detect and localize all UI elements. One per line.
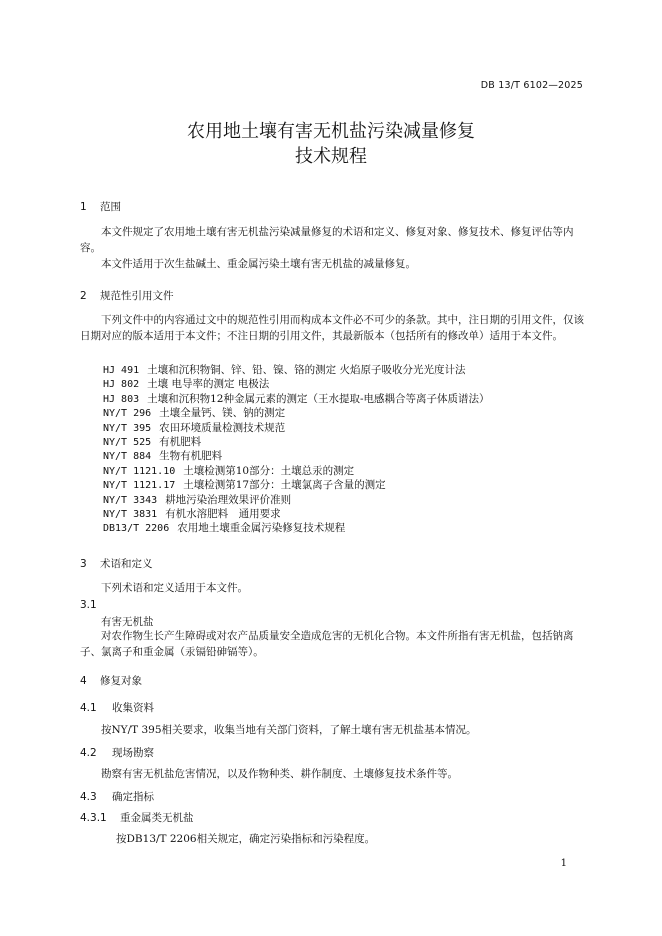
section-title: 范围 — [100, 201, 121, 213]
term-definition: 对农作物生长产生障碍或对农产品质量安全造成危害的无机化合物。本文件所指有害无机盐，包括钠离子、氯离子和重金属（汞镉铅砷镉等）。 — [80, 630, 574, 658]
reference-title: 土壤检测第17部分：土壤氯离子含量的测定 — [183, 479, 386, 492]
reference-title: 土壤和沉积物12种金属元素的测定（王水提取-电感耦合等离子体质谱法） — [147, 392, 490, 405]
paragraph: 按NY/T 395相关要求，收集当地有关部门资料，了解土壤有害无机盐基本情况。 — [101, 724, 477, 736]
subsection-title: 现场勘察 — [112, 747, 154, 759]
subsection-title: 重金属类无机盐 — [120, 812, 194, 824]
reference-item — [103, 376, 269, 391]
paragraph: 下列术语和定义适用于本文件。 — [101, 582, 248, 594]
reference-code: HJ 491 — [103, 365, 140, 376]
section-title: 规范性引用文件 — [100, 290, 174, 302]
subsection-heading-4-3 — [80, 789, 154, 804]
reference-title: 土壤全量钙、镁、钠的测定 — [159, 407, 286, 420]
reference-title: 有机肥料 — [159, 436, 202, 448]
section-heading-2 — [80, 288, 174, 303]
reference-title: 土壤和沉积物铜、锌、铅、镍、铬的测定 火焰原子吸收分光光度计法 — [147, 364, 466, 376]
reference-item — [103, 506, 281, 521]
reference-code: NY/T 3343 — [103, 494, 158, 506]
reference-item — [103, 420, 285, 435]
reference-item — [103, 434, 201, 449]
reference-code: NY/T 296 — [103, 408, 152, 420]
reference-title: 有机水溶肥料 通用要求 — [165, 508, 281, 520]
subsection-number: 4.3.1 — [80, 812, 107, 824]
paragraph: 按DB13/T 2206相关规定，确定污染指标和污染程度。 — [116, 833, 376, 845]
reference-title: 生物有机肥料 — [159, 450, 223, 463]
section-heading-1 — [80, 199, 121, 214]
reference-code: HJ 802 — [103, 379, 140, 391]
reference-item — [103, 463, 354, 478]
subsection-number: 4.1 — [80, 702, 97, 714]
section-title: 术语和定义 — [100, 558, 153, 570]
term-title: 有害无机盐 — [101, 616, 154, 628]
section-heading-3 — [80, 556, 153, 571]
document-title-line2: 技术规程 — [295, 146, 367, 167]
reference-item — [103, 448, 222, 463]
reference-code: HJ 803 — [103, 393, 140, 405]
reference-item — [103, 520, 345, 535]
reference-code: NY/T 3831 — [103, 509, 158, 520]
section-number: 4 — [80, 675, 87, 687]
paragraph: 勘察有害无机盐危害情况，以及作物种类、耕作制度、土壤修复技术条件等。 — [101, 768, 458, 780]
reference-code: NY/T 1121.17 — [103, 480, 176, 492]
document-title-line1: 农用地土壤有害无机盐污染减量修复 — [187, 121, 475, 142]
reference-title: 土壤检测第10部分：土壤总汞的测定 — [183, 464, 355, 477]
paragraph: 本文件适用于次生盐碱土、重金属污染土壤有害无机盐的减量修复。 — [101, 258, 416, 270]
subsection-title: 确定指标 — [112, 791, 154, 803]
reference-code: NY/T 1121.10 — [103, 465, 176, 477]
reference-item — [103, 477, 386, 492]
reference-code: NY/T 525 — [103, 437, 152, 448]
paragraph: 本文件规定了农用地土壤有害无机盐污染减量修复的术语和定义、修复对象、修复技术、修复评估等内容。 — [80, 226, 574, 254]
reference-code: DB13/T 2206 — [103, 523, 170, 535]
paragraph: 下列文件中的内容通过文中的规范性引用而构成本文件必不可少的条款。其中，注日期的引用文件，仅该日期对应的版本适用于本文件；不注日期的引用文件，其最新版本（包括所有的修改单）适用于本文件。 — [80, 314, 584, 342]
term-number: 3.1 — [80, 599, 97, 611]
reference-title: 耕地污染治理效果评价准则 — [165, 493, 292, 506]
subsection-heading-4-2 — [80, 745, 154, 760]
reference-item — [103, 362, 465, 377]
page-number: 1 — [560, 858, 567, 869]
subsection-number: 4.2 — [80, 747, 97, 759]
reference-title: 土壤 电导率的测定 电极法 — [147, 378, 270, 391]
reference-item — [103, 492, 291, 507]
reference-title: 农田环境质量检测技术规范 — [159, 421, 286, 434]
section-number: 2 — [80, 290, 87, 302]
section-number: 1 — [80, 201, 87, 213]
reference-code: NY/T 395 — [103, 422, 152, 434]
reference-item — [103, 391, 490, 406]
subsection-title: 收集资料 — [112, 702, 154, 714]
reference-code: NY/T 884 — [103, 451, 152, 463]
reference-item — [103, 405, 285, 420]
reference-title: 农用地土壤重金属污染修复技术规程 — [177, 522, 346, 535]
subsection-heading-4-3-1 — [80, 810, 194, 825]
document-code: DB 13/T 6102—2025 — [480, 80, 583, 91]
subsection-heading-4-1 — [80, 700, 154, 715]
section-number: 3 — [80, 558, 87, 570]
section-heading-4 — [80, 673, 142, 688]
subsection-number: 4.3 — [80, 791, 97, 803]
section-title: 修复对象 — [100, 675, 142, 687]
